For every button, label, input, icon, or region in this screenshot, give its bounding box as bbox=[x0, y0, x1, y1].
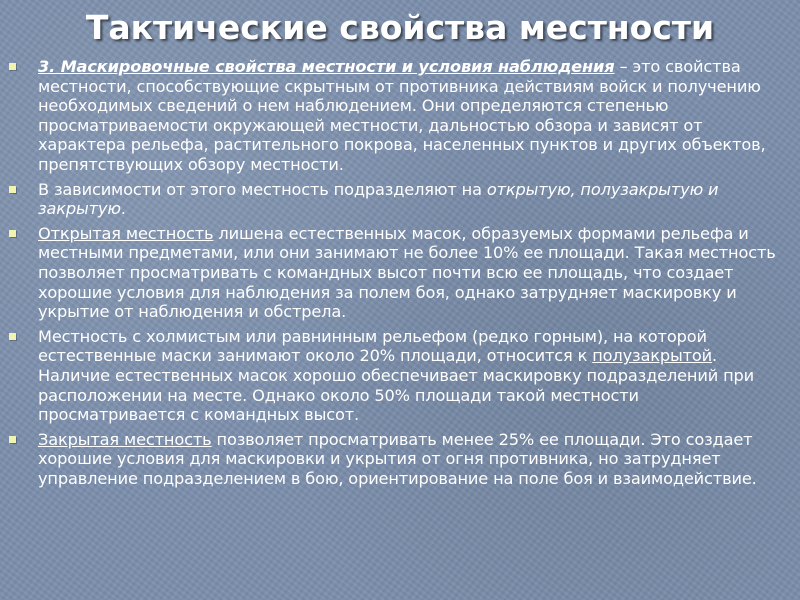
bullet-underlined-term: Открытая местность bbox=[38, 223, 214, 243]
bullet-text: лишена естественных масок, образуемых формами рельефа и местными предметами, или они занимают не более 10% ее площади. Такая местность позволяет просматривать с командных высот почти всю ее площадь, что создает хорошие условия для наблюдения за полем боя, однако затрудняет маскировку и укрытие от наблюдения и обстрела. bbox=[38, 223, 776, 322]
square-bullet-icon bbox=[9, 230, 16, 237]
bullet-heading: 3. Маскировочные свойства местности и условия наблюдения bbox=[38, 57, 615, 76]
bullet-text-end: . Наличие естественных масок хорошо обеспечивает маскировку подразделений при расположении на месте. Однако около 50% площади такой местности просматривается с командных высот. bbox=[38, 346, 755, 425]
bullet-item-masking bbox=[0, 57, 790, 175]
bullet-list bbox=[0, 57, 790, 493]
bullet-text: позволяет просматривать менее 25% ее площади. Это создает хорошие условия для маскировки и укрытия от огня противника, но затрудняет управление подразделением в бою, ориентирование на поле боя и взаимодействие. bbox=[38, 429, 757, 488]
square-bullet-icon bbox=[9, 333, 16, 340]
bullet-text: – это свойства местности, способствующие скрытным от противника действиям войск и получению необходимых сведений о нем наблюдением. Они определяются степенью просматриваемости окружающей местности, дальностью обзора и зависят от характера рельефа, растительного покрова, населенных пунктов и других объектов, препятствующих обзору местности. bbox=[38, 57, 766, 174]
slide-title: Тактические свойства местности bbox=[85, 8, 715, 47]
square-bullet-icon bbox=[9, 436, 16, 443]
square-bullet-icon bbox=[9, 186, 16, 193]
bullet-item-semi-closed-terrain bbox=[0, 327, 790, 425]
bullet-underlined-term: Закрытая местность bbox=[38, 429, 212, 449]
bullet-item-open-terrain bbox=[0, 224, 790, 322]
bullet-text: В зависимости от этого местность подразделяют на bbox=[38, 179, 487, 199]
bullet-underlined-term: полузакрытой bbox=[592, 346, 713, 366]
bullet-item-classification bbox=[0, 180, 790, 219]
bullet-item-closed-terrain bbox=[0, 430, 790, 489]
square-bullet-icon bbox=[9, 63, 16, 70]
bullet-text: Местность с холмистым или равнинным рельефом (редко горным), на которой естественные маски занимают около 20% площади, относится к bbox=[38, 326, 707, 366]
bullet-italic-terms: открытую, полузакрытую и закрытую bbox=[38, 179, 719, 219]
bullet-text-end: . bbox=[120, 199, 126, 219]
